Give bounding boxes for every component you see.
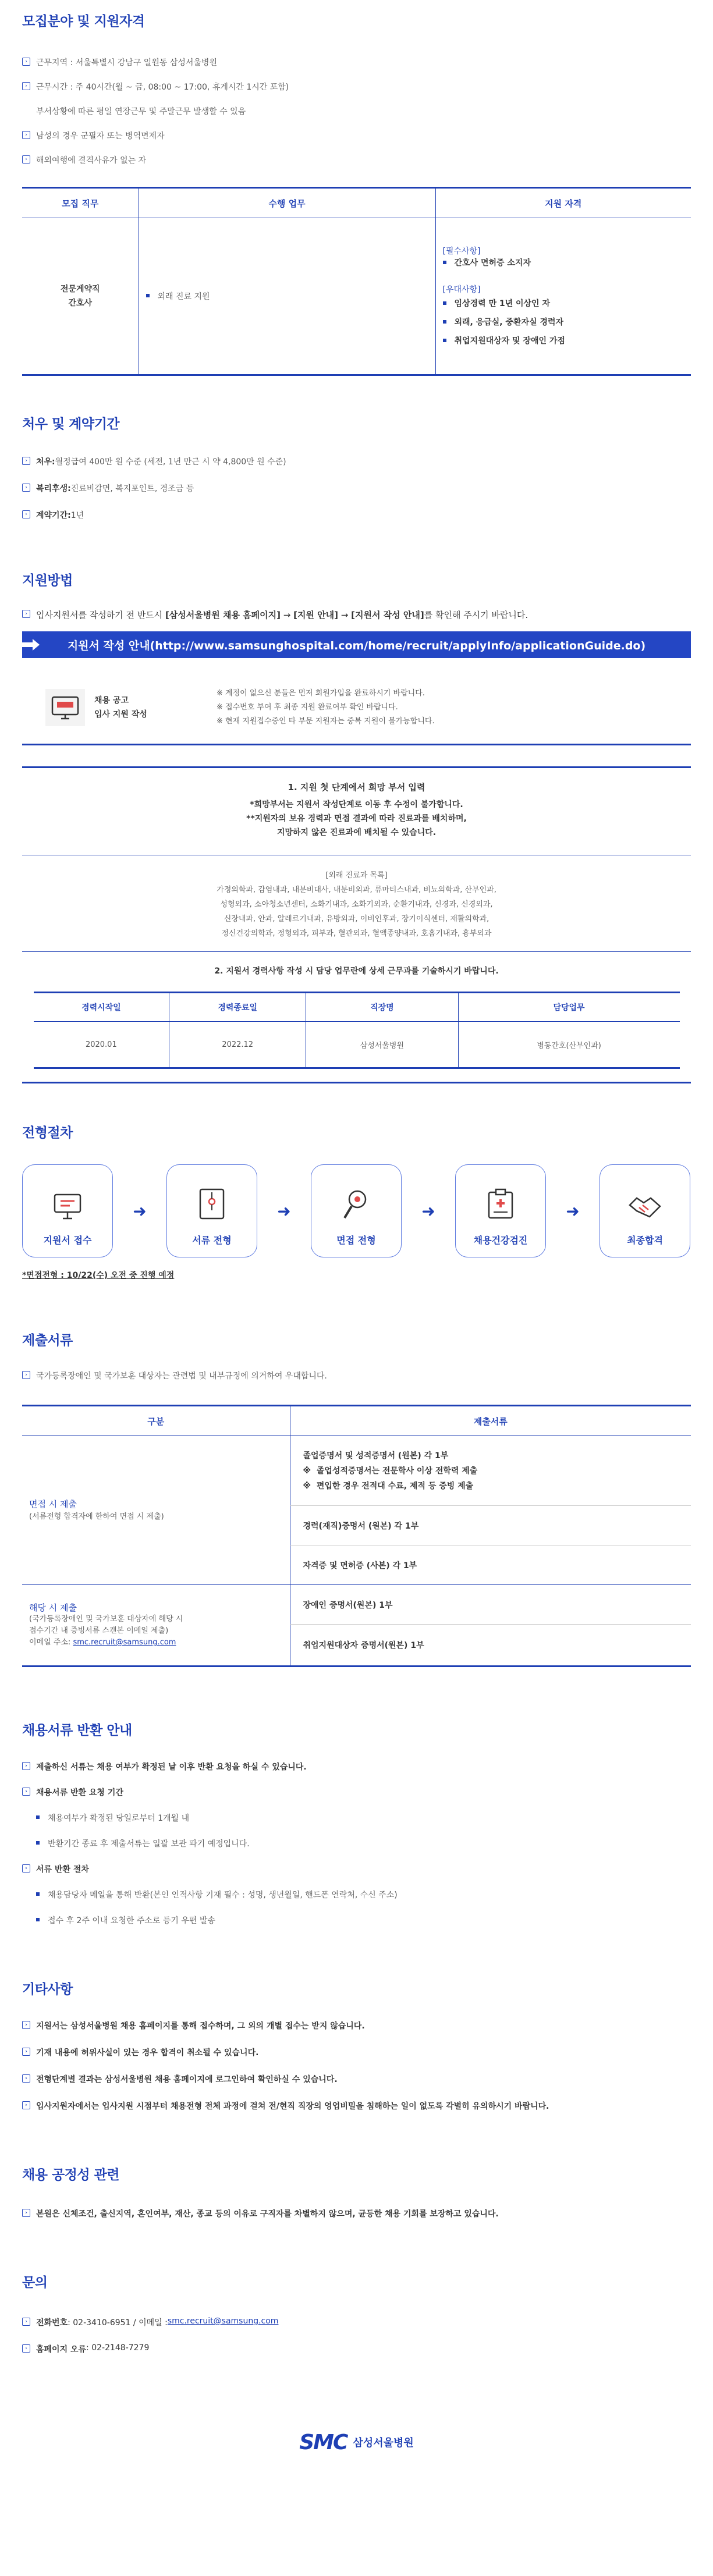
- check-item: › 입사지원자에서는 입사지원 시점부터 채용전형 전체 과정에 걸쳐 전/현직 직장의 영업비밀을 침해하는 일이 없도록 각별히 유의하시기 바랍니다.: [22, 2100, 691, 2112]
- medical-chart-icon: [485, 1188, 516, 1223]
- check-item: › 지원서는 삼성서울병원 채용 홈페이지를 통해 접수하며, 그 외의 개별 접수는 받지 않습니다.: [22, 2020, 691, 2031]
- step2: [22, 951, 691, 1069]
- table-header: 경력종료일: [169, 993, 306, 1022]
- check-item: › 제출하신 서류는 채용 여부가 확정된 날 이후 반환 요청을 하실 수 있습니다.: [22, 1761, 691, 1772]
- section-title: 처우 및 계약기간: [22, 417, 120, 432]
- arrow-right-icon: [22, 638, 40, 654]
- hospital-name: 삼성서울병원: [353, 2437, 414, 2449]
- smc-logo: SMC: [299, 2430, 347, 2454]
- section-title: 기타사항: [22, 1982, 73, 1997]
- step-health-check: 채용건강검진: [455, 1164, 546, 1257]
- table-header: 수행 업무: [139, 188, 435, 218]
- check-item: › 기재 내용에 허위사실이 있는 경우 합격이 취소될 수 있습니다.: [22, 2046, 691, 2058]
- chevron-right-icon: ›: [22, 155, 30, 164]
- section-title: 모집분야 및 지원자격: [22, 14, 145, 29]
- note-item: ※ 현재 지원접수중인 타 부문 지원자는 중복 지원이 불가능합니다.: [217, 716, 435, 726]
- check-item: › 채용서류 반환 요청 기간: [22, 1786, 691, 1798]
- application-guide-link[interactable]: 지원서 작성 안내(http://www.samsunghospital.com/home/recruit/applyInfo/applicationGuide.do): [22, 631, 691, 658]
- chevron-right-icon: ›: [22, 2074, 30, 2083]
- chevron-right-icon: ›: [22, 2344, 30, 2353]
- table-header: 구분: [22, 1406, 290, 1436]
- divider: [22, 1082, 691, 1083]
- box-label: 채용 공고 입사 지원 작성: [94, 695, 147, 719]
- list-item: 채용담당자 메일을 통해 반환(본인 인적사항 기재 필수 : 성명, 생년월일, 핸드폰 연락처, 수신 주소): [36, 1889, 691, 1900]
- list-item: 채용여부가 확정된 당일로부터 1개월 내: [36, 1812, 691, 1824]
- table-header: 제출서류: [290, 1406, 691, 1436]
- arrow-right-icon: ➜: [277, 1201, 291, 1221]
- email-link[interactable]: smc.recruit@samsung.com: [167, 2316, 279, 2326]
- step1-notes: *희망부서는 지원서 작성단계로 이동 후 수정이 불가합니다. **지원자의 보유 경력과 면접 결과에 따라 진료과를 배치하며, 지망하지 않은 진료과에 배치될 수 있습니다.: [246, 800, 467, 837]
- chevron-right-icon: ›: [22, 2209, 30, 2217]
- list-item: 반환기간 종료 후 제출서류는 일괄 보관 파기 예정입니다.: [36, 1838, 691, 1849]
- step-interview: 면접 전형: [311, 1164, 402, 1257]
- duty-cell: [139, 218, 435, 375]
- document-icon: [198, 1188, 226, 1223]
- check-item: › 홈페이지 오류 : 02-2148-7279: [22, 2343, 691, 2355]
- chevron-right-icon: ›: [22, 457, 30, 465]
- chevron-right-icon: ›: [22, 1864, 30, 1873]
- check-item: › 서류 반환 절차: [22, 1863, 691, 1875]
- section-title: 채용서류 반환 안내: [22, 1723, 132, 1738]
- step2-title: 2. 지원서 경력사항 작성 시 담당 업무란에 상세 근무과를 기술하시기 바랍니다.: [214, 967, 499, 976]
- step-document: 서류 전형: [166, 1164, 257, 1257]
- section-title: 전형절차: [22, 1125, 73, 1140]
- check-item: › 복리후생: 진료비감면, 복지포인트, 경조금 등: [22, 482, 691, 494]
- section-contact: [22, 2272, 691, 2355]
- check-item: › 본원은 신체조건, 출신지역, 혼인여부, 재산, 종교 등의 이유로 구직자를 차별하지 않으며, 균등한 채용 기회를 보장하고 있습니다.: [22, 2208, 691, 2219]
- notes: [217, 687, 435, 729]
- arrow-right-icon: ➜: [566, 1201, 580, 1221]
- table-header: 모집 직무: [22, 188, 139, 218]
- group-interview: 면접 시 제출 (서류전형 합격자에 한하여 면접 시 제출): [22, 1436, 290, 1585]
- section-process: [22, 1122, 691, 1281]
- arrow-right-icon: ➜: [421, 1201, 435, 1221]
- chevron-right-icon: ›: [22, 1788, 30, 1796]
- check-item: › 해외여행에 결격사유가 없는 자: [22, 154, 691, 166]
- check-item: › 전형단계별 결과는 삼성서울병원 채용 홈페이지에 로그인하여 확인하실 수 있습니다.: [22, 2073, 691, 2085]
- apply-box: [22, 671, 691, 745]
- chevron-right-icon: ›: [22, 2021, 30, 2029]
- chevron-right-icon: ›: [22, 2048, 30, 2056]
- job-cell: 전문계약직 간호사: [60, 285, 100, 308]
- chevron-right-icon: ›: [22, 58, 30, 66]
- step-final: 최종합격: [600, 1164, 690, 1257]
- required-label: [필수사항]: [442, 247, 481, 256]
- process-steps: [22, 1164, 690, 1257]
- doc-cell: 장애인 증명서(원본) 1부: [290, 1585, 691, 1625]
- chevron-right-icon: ›: [22, 131, 30, 139]
- check-item: › 계약기간: 1년: [22, 509, 691, 521]
- recruit-table: [22, 187, 691, 376]
- list-item: 취업지원대상자 및 장애인 가점: [443, 335, 691, 347]
- requirement-cell: [435, 218, 691, 375]
- dept-list: [외래 진료과 목록] 가정의학과, 감염내과, 내분비대사, 내분비외과, 류마티스내과, 비뇨의학과, 산부인과, 성형외과, 소아청소년센터, 소화기내과, 소화기외과, 순환기내과, 신경과, 신경외과, 신장내과, 안과, 알레르기내과, 유방외과, 이비인후과, 장기이식센터, 재활의학과, 정신건강의학과, 정형외과, 피부과, 혈관외과, 혈액종양내과, 호흡기내과, 흉부외과: [22, 855, 691, 941]
- section-fairness: [22, 2164, 691, 2219]
- check-item: › 근무시간 : 주 40시간(월 ~ 금, 08:00 ~ 17:00, 휴게시간 1시간 포함): [22, 81, 691, 93]
- section-documents: [22, 1330, 691, 1667]
- documents-table: [22, 1405, 691, 1667]
- note-item: ※ 졸업성적증명서는 전문학사 이상 전학력 제출: [303, 1466, 478, 1476]
- doc-cell: 취업지원대상자 증명서(원본) 1부: [290, 1625, 691, 1667]
- arrow-right-icon: ➜: [133, 1201, 147, 1221]
- check-item: › 처우: 월정급여 400만 원 수준 (세전, 1년 만근 시 약 4,800만 원 수준): [22, 456, 691, 467]
- doc-cell: 경력(재직)증명서 (원본) 각 1부: [290, 1506, 691, 1545]
- section-title: 문의: [22, 2275, 48, 2290]
- check-item: › 입사지원서를 작성하기 전 반드시 [삼성서울병원 채용 홈페이지] → [지원 안내] → [지원서 작성 안내]를 확인해 주시기 바랍니다.: [22, 609, 691, 621]
- table-header: 경력시작일: [34, 993, 169, 1022]
- section-return: [22, 1719, 691, 1926]
- handshake-icon: [627, 1192, 662, 1223]
- chevron-right-icon: ›: [22, 484, 30, 492]
- career-table: [34, 992, 680, 1069]
- section-recruit-field: [22, 0, 691, 376]
- check-item: › 남성의 경우 군필자 또는 병역면제자: [22, 130, 691, 141]
- list-item: 외래 진료 지원: [146, 290, 435, 302]
- section-title: 지원방법: [22, 573, 73, 588]
- chevron-right-icon: ›: [22, 2318, 30, 2326]
- list-item: 임상경력 만 1년 이상인 자: [443, 298, 691, 310]
- footer-logo: [22, 2419, 691, 2465]
- note-item: ※ 계정이 없으신 분들은 먼저 회원가입을 완료하시기 바랍니다.: [217, 688, 425, 698]
- chevron-right-icon: ›: [22, 82, 30, 90]
- section-title: 채용 공정성 관련: [22, 2168, 120, 2183]
- section-how-to-apply: [22, 570, 691, 1083]
- email-link[interactable]: smc.recruit@samsung.com: [73, 1638, 176, 1647]
- check-item: › 전화번호 : 02-3410-6951 / 이메일 : smc.recruit@samsung.com: [22, 2316, 691, 2328]
- chevron-right-icon: ›: [22, 2101, 30, 2109]
- table-header: 직장명: [306, 993, 458, 1022]
- check-item: › 국가등록장애인 및 국가보훈 대상자는 관련법 및 내부규정에 의거하여 우대합니다.: [22, 1370, 691, 1381]
- table-header: 지원 자격: [435, 188, 691, 218]
- check-item: › 근무지역 : 서울특별시 강남구 일원동 삼성서울병원: [22, 56, 691, 68]
- table-header: 담당업무: [458, 993, 679, 1022]
- note-item: ※ 편입한 경우 전적대 수료, 제적 등 증빙 제출: [303, 1481, 474, 1491]
- preferred-label: [우대사항]: [442, 285, 481, 294]
- monitor-icon: [45, 689, 85, 726]
- chevron-right-icon: ›: [22, 610, 30, 618]
- interview-note: *면접전형 : 10/22(수) 오전 중 진행 예정: [22, 1271, 175, 1280]
- dept-box: [22, 766, 691, 1083]
- list-item: 간호사 면허증 소지자: [443, 257, 691, 269]
- chevron-right-icon: ›: [22, 1371, 30, 1379]
- monitor-icon: [52, 1192, 83, 1223]
- section-treatment: [22, 413, 691, 521]
- note-item: ※ 접수번호 부여 후 최종 지원 완료여부 확인 바랍니다.: [217, 702, 398, 712]
- list-item: 외래, 응급실, 중환자실 경력자: [443, 317, 691, 328]
- section-title: 제출서류: [22, 1333, 73, 1348]
- step1-title: 1. 지원 첫 단계에서 희망 부서 입력: [288, 782, 425, 793]
- doc-cell: 자격증 및 면허증 (사본) 각 1부: [290, 1545, 691, 1585]
- step-apply: 지원서 접수: [22, 1164, 113, 1257]
- section-etc: [22, 1978, 691, 2112]
- doc-cell: 졸업증명서 및 성적증명서 (원본) 각 1부 ※ 졸업성적증명서는 전문학사 이상 전학력 제출 ※ 편입한 경우 전적대 수료, 제적 등 증빙 제출: [290, 1436, 691, 1506]
- table-row: 2020.01 2022.12 삼성서울병원 병동간호(산부인과): [34, 1022, 680, 1068]
- microphone-icon: [341, 1188, 371, 1223]
- group-optional: 해당 시 제출 (국가등록장애인 및 국가보훈 대상자에 해당 시 접수기간 내 증빙서류 스캔본 이메일 제출) 이메일 주소: smc.recruit@samsung.com: [29, 1603, 183, 1647]
- chevron-right-icon: ›: [22, 1762, 30, 1770]
- list-item: 접수 후 2주 이내 요청한 주소로 등기 우편 발송: [36, 1914, 691, 1926]
- sub-text: 부서상황에 따른 평일 연장근무 및 주말근무 발생할 수 있음: [36, 107, 246, 116]
- chevron-right-icon: ›: [22, 510, 30, 518]
